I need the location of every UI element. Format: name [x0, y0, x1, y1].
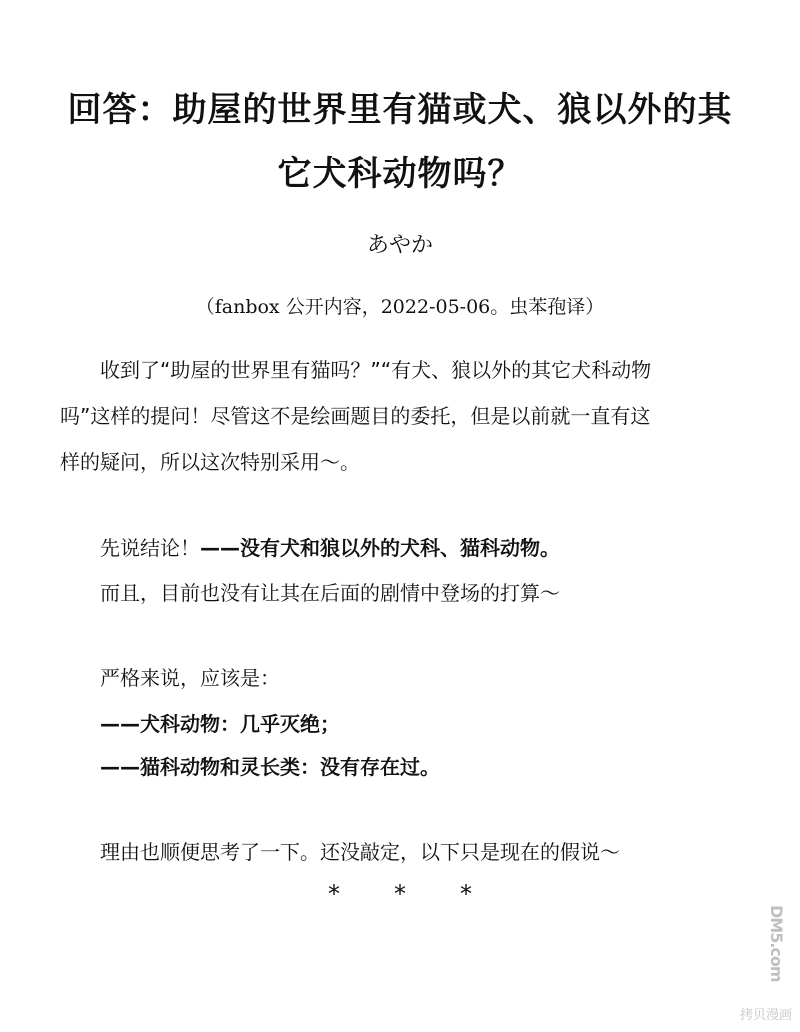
page-title-line-2: 它犬科动物吗？: [277, 154, 523, 194]
paragraph-line-3: 样的疑问，所以这次特别采用～。: [60, 450, 360, 474]
strict-item-2: ——猫科动物和灵长类：没有存在过。: [100, 755, 440, 779]
conclusion-line: [100, 532, 560, 561]
source-platform: fanbox: [214, 296, 280, 318]
watermark-text: 拷贝漫画: [739, 1008, 792, 1023]
source-label: 公开内容，: [279, 296, 381, 318]
divider-star: *: [328, 880, 340, 908]
source-translator: 。虫苯孢译）: [490, 296, 605, 318]
reason-line: 理由也顺便思考了一下。还没敲定，以下只是现在的假说～: [100, 840, 620, 864]
source-note: [0, 292, 800, 319]
strict-intro: 严格来说，应该是：: [100, 666, 280, 690]
conclusion-prefix: 先说结论！: [100, 536, 200, 560]
divider-star: *: [460, 880, 472, 908]
source-date: 2022-05-06: [380, 296, 491, 318]
paragraph-line-1: 收到了“助屋的世界里有猫吗？”“有犬、狼以外的其它犬科动物: [100, 358, 652, 382]
source-open-paren: （: [195, 296, 215, 318]
paragraph-line-2: 吗”这样的提问！尽管这不是绘画题目的委托，但是以前就一直有这: [60, 404, 651, 428]
author-name: あやか: [366, 233, 433, 258]
conclusion-followup: 而且，目前也没有让其在后面的剧情中登场的打算～: [100, 581, 560, 605]
conclusion-bold: ——没有犬和狼以外的犬科、猫科动物。: [200, 536, 560, 560]
watermark-logo: DM5.com: [767, 905, 786, 982]
section-divider-stars: [0, 880, 800, 908]
page-title-line-1: 回答：助屋的世界里有猫或犬、狼以外的其: [67, 90, 733, 130]
strict-item-1: ——犬科动物：几乎灭绝；: [100, 712, 340, 736]
divider-star: *: [394, 880, 406, 908]
